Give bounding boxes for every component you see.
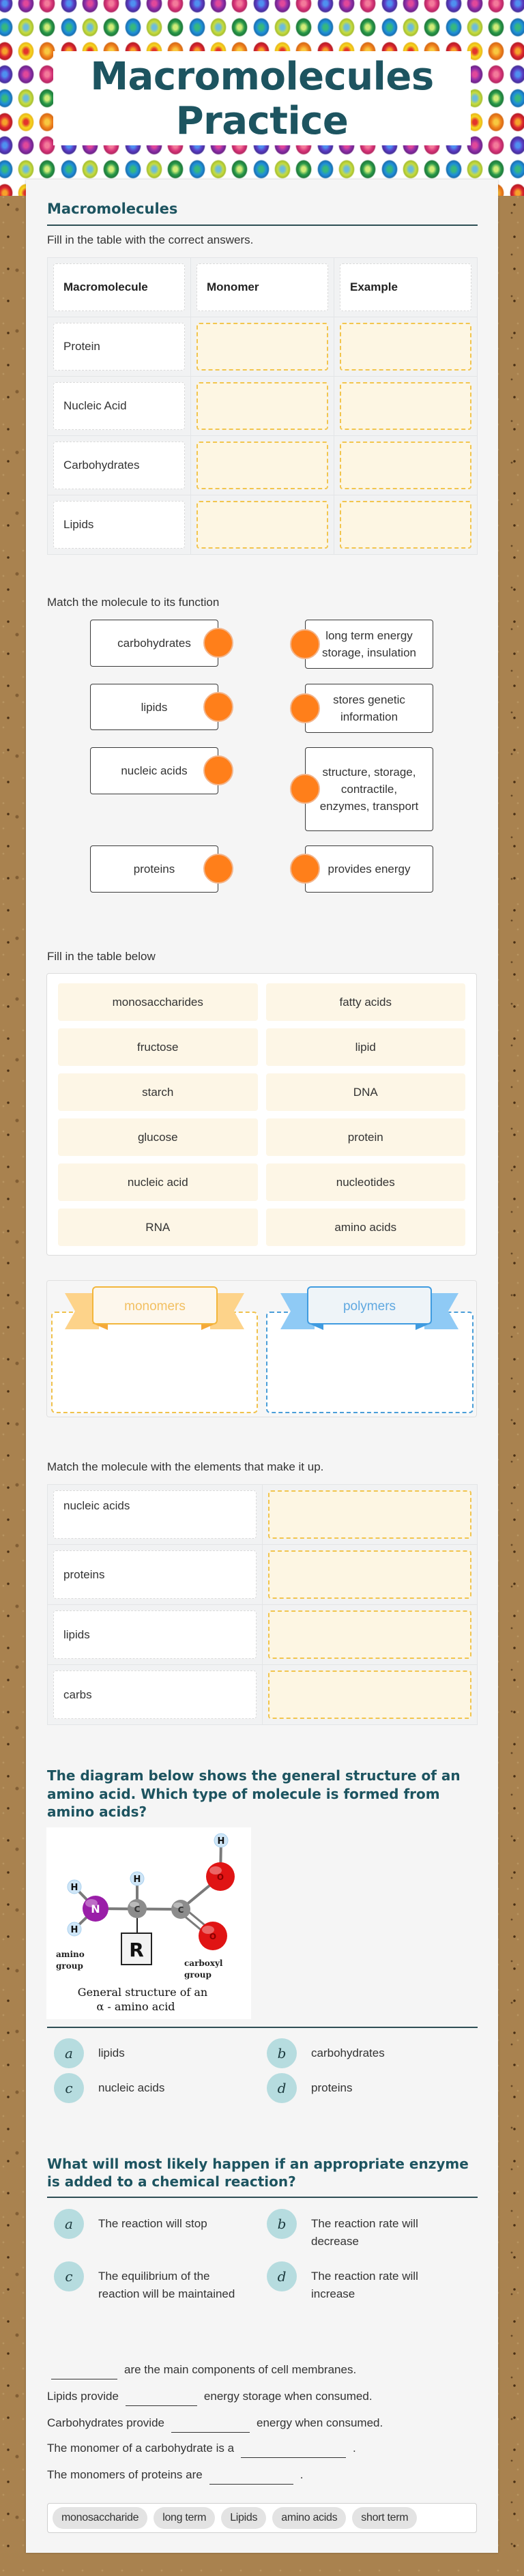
fill-blank-sentence	[47, 2468, 303, 2485]
draggable-item[interactable]: RNA	[58, 1209, 258, 1246]
table-cell	[263, 1605, 477, 1664]
row-label: Nucleic Acid	[53, 382, 185, 430]
svg-text:O: O	[216, 1872, 224, 1882]
monomer-dropzone[interactable]	[196, 501, 328, 549]
example-dropzone[interactable]	[340, 323, 471, 371]
blank-input[interactable]	[171, 2432, 250, 2433]
option-letter-badge: d	[267, 2261, 297, 2291]
fill-blank-sentence	[47, 2441, 356, 2458]
svg-text:H: H	[133, 1875, 141, 1885]
card-label: provides energy	[328, 863, 411, 875]
table-cell	[334, 317, 477, 376]
option-letter-badge: b	[267, 2209, 297, 2239]
column-header-monomer: Monomer	[196, 263, 328, 311]
question-heading: The diagram below shows the general structure of an amino acid. Which type of molecule is formed from amino acids?	[47, 1767, 461, 1820]
hydroxyl-oxygen-atom	[206, 1862, 235, 1891]
table-cell	[334, 495, 477, 554]
option-letter-badge: c	[54, 2261, 84, 2291]
svg-text:O: O	[209, 1932, 217, 1941]
table-cell	[191, 495, 334, 554]
diagram-caption: General structure of an	[77, 1986, 208, 1999]
blank-input[interactable]	[241, 2457, 346, 2458]
hydrogen-atom-amino-lower	[68, 1922, 81, 1936]
question-divider	[47, 2027, 478, 2028]
hydrogen-atom-top	[214, 1834, 228, 1847]
option-c[interactable]	[54, 2073, 259, 2103]
option-letter-badge: a	[54, 2209, 84, 2239]
sentence-before: The monomer of a carbohydrate is a	[47, 2442, 235, 2455]
carbonyl-oxygen-atom	[199, 1922, 227, 1950]
row-label: Lipids	[53, 501, 185, 549]
option-b[interactable]	[267, 2038, 471, 2068]
word-chip[interactable]: monosaccharide	[53, 2507, 147, 2529]
option-text: The equilibrium of the reaction will be maintained	[98, 2270, 235, 2300]
heading-divider	[47, 225, 478, 226]
svg-text:R: R	[129, 1939, 144, 1961]
draggable-item[interactable]: protein	[266, 1118, 466, 1156]
word-chip[interactable]: Lipids	[221, 2507, 266, 2529]
svg-text:C: C	[134, 1905, 141, 1914]
table-cell	[334, 377, 477, 435]
match-handle-dot[interactable]	[290, 629, 320, 659]
elements-dropzone[interactable]	[268, 1610, 471, 1659]
option-letter-badge: b	[267, 2038, 297, 2068]
option-letter-badge: a	[54, 2038, 84, 2068]
carboxyl-carbon-atom	[171, 1900, 190, 1919]
header-cell	[48, 258, 190, 317]
table-cell	[263, 1485, 477, 1544]
word-bank	[47, 2503, 477, 2533]
card-label: lipids	[141, 700, 168, 714]
option-text: nucleic acids	[98, 2081, 165, 2094]
draggable-item[interactable]: nucleic acid	[58, 1163, 258, 1201]
match-handle-dot[interactable]	[203, 628, 233, 658]
svg-text:N: N	[91, 1902, 100, 1915]
question-divider	[47, 2197, 478, 2198]
nitrogen-atom	[83, 1896, 108, 1922]
r-group-box	[121, 1933, 151, 1965]
category-label: polymers	[343, 1299, 396, 1314]
sort-instruction: Fill in the table below	[47, 950, 156, 963]
hydrogen-atom-amino-upper	[68, 1880, 81, 1894]
svg-text:H: H	[70, 1925, 78, 1935]
fill-blank-sentence	[47, 2362, 356, 2379]
sentence-after: .	[300, 2468, 304, 2481]
match-handle-dot[interactable]	[203, 854, 233, 884]
table-cell	[48, 1485, 262, 1544]
row-label: carbs	[53, 1670, 257, 1719]
svg-text:H: H	[217, 1836, 225, 1847]
sentence-before: Carbohydrates provide	[47, 2416, 164, 2429]
option-text: The reaction rate will decrease	[311, 2217, 418, 2248]
blank-input[interactable]	[209, 2484, 293, 2485]
sentence-after: are the main components of cell membranes.	[124, 2363, 357, 2376]
diagram-caption: α - amino acid	[96, 2000, 175, 2013]
option-text: carbohydrates	[311, 2046, 385, 2059]
elements-dropzone[interactable]	[268, 1490, 471, 1539]
sentence-after: energy storage when consumed.	[203, 2390, 373, 2403]
table-cell	[263, 1665, 477, 1724]
fill-blank-sentence	[47, 2416, 383, 2433]
card-label: carbohydrates	[117, 637, 191, 650]
row-label: nucleic acids	[53, 1490, 257, 1539]
carboxyl-group-label: carboxyl	[184, 1958, 223, 1968]
table-cell	[48, 1545, 262, 1604]
match-right-card	[305, 684, 433, 733]
monomer-dropzone[interactable]	[196, 442, 328, 489]
row-label: Carbohydrates	[53, 442, 185, 489]
match-left-card	[90, 620, 218, 667]
match-right-card	[305, 845, 433, 893]
match-handle-dot[interactable]	[290, 693, 320, 723]
option-letter-badge: c	[54, 2073, 84, 2103]
match-handle-dot[interactable]	[203, 755, 233, 785]
table-cell	[191, 377, 334, 435]
sentence-before: The monomers of proteins are	[47, 2468, 203, 2481]
table-cell	[48, 1605, 262, 1664]
table-cell	[48, 377, 190, 435]
title-line-1: Macromolecules	[90, 55, 434, 99]
match-function-instruction: Match the molecule to its function	[47, 596, 220, 609]
match-left-card	[90, 684, 218, 730]
example-dropzone[interactable]	[340, 382, 471, 430]
draggable-item[interactable]: lipid	[266, 1028, 466, 1066]
card-label: structure, storage, contractile, enzymes, transport	[319, 766, 419, 813]
amino-acid-diagram	[46, 1827, 251, 2019]
elements-dropzone[interactable]	[268, 1550, 471, 1599]
alpha-carbon-atom	[128, 1899, 147, 1918]
sentence-after: energy when consumed.	[256, 2416, 383, 2429]
word-chip[interactable]: long term	[154, 2507, 215, 2529]
word-chip[interactable]: short term	[352, 2507, 417, 2529]
table-cell	[48, 1665, 262, 1724]
column-header-macromolecule: Macromolecule	[53, 263, 185, 311]
row-label: proteins	[53, 1550, 257, 1599]
amino-group-label: amino	[56, 1950, 85, 1959]
match-left-card	[90, 747, 218, 794]
title-line-2: Practice	[175, 99, 349, 143]
category-label: monomers	[124, 1299, 186, 1314]
card-label: long term energy storage, insulation	[322, 629, 416, 659]
row-label: lipids	[53, 1610, 257, 1659]
option-text: proteins	[311, 2081, 353, 2094]
option-c[interactable]	[54, 2261, 259, 2302]
option-d[interactable]	[267, 2261, 471, 2302]
option-a[interactable]	[54, 2038, 259, 2068]
table-cell	[48, 495, 190, 554]
draggable-item[interactable]: nucleotides	[266, 1163, 466, 1201]
match-handle-dot[interactable]	[290, 854, 320, 884]
table-cell	[191, 436, 334, 495]
option-letter-badge: d	[267, 2073, 297, 2103]
monomers-ribbon-label	[65, 1286, 244, 1331]
macromolecule-table	[47, 257, 478, 555]
question-heading: What will most likely happen if an appropriate enzyme is added to a chemical reaction?	[47, 2156, 469, 2190]
svg-text:C: C	[177, 1905, 184, 1915]
example-dropzone[interactable]	[340, 442, 471, 489]
card-label: proteins	[133, 863, 175, 875]
table-instruction: Fill in the table with the correct answers.	[47, 233, 254, 246]
hydrogen-atom-alpha	[130, 1872, 144, 1885]
match-right-card	[305, 620, 433, 669]
match-elements-instruction: Match the molecule with the elements that make it up.	[47, 1460, 324, 1473]
match-handle-dot[interactable]	[290, 774, 320, 804]
draggable-item[interactable]: fructose	[58, 1028, 258, 1066]
option-a[interactable]	[54, 2209, 259, 2250]
draggable-item[interactable]: fatty acids	[266, 983, 466, 1021]
section-heading: Macromolecules	[47, 201, 178, 217]
sentence-after: .	[353, 2442, 356, 2455]
column-header-example: Example	[340, 263, 471, 311]
draggable-item[interactable]: starch	[58, 1073, 258, 1111]
table-cell	[48, 317, 190, 376]
card-label: nucleic acids	[121, 764, 188, 777]
draggable-item[interactable]: amino acids	[266, 1209, 466, 1246]
example-dropzone[interactable]	[340, 501, 471, 549]
option-b[interactable]	[267, 2209, 471, 2250]
table-cell	[191, 317, 334, 376]
option-text: The reaction rate will increase	[311, 2270, 418, 2300]
svg-text:H: H	[70, 1883, 78, 1893]
table-cell	[334, 436, 477, 495]
blank-input[interactable]	[126, 2405, 197, 2406]
amino-group-label: group	[56, 1961, 83, 1971]
sentence-before: Lipids provide	[47, 2390, 119, 2403]
monomer-dropzone[interactable]	[196, 323, 328, 371]
monomer-dropzone[interactable]	[196, 382, 328, 430]
option-d[interactable]	[267, 2073, 471, 2103]
match-left-card	[90, 845, 218, 893]
table-cell	[48, 436, 190, 495]
table-cell	[263, 1545, 477, 1604]
match-right-card	[305, 747, 433, 831]
draggable-item[interactable]: DNA	[266, 1073, 466, 1111]
word-chip[interactable]: amino acids	[272, 2507, 346, 2529]
match-handle-dot[interactable]	[203, 692, 233, 722]
header-cell	[334, 258, 477, 317]
draggable-item[interactable]: glucose	[58, 1118, 258, 1156]
draggable-item[interactable]: monosaccharides	[58, 983, 258, 1021]
row-label: Protein	[53, 323, 185, 371]
option-text: The reaction will stop	[98, 2217, 207, 2230]
header-cell	[191, 258, 334, 317]
card-label: stores genetic information	[333, 693, 405, 723]
elements-dropzone[interactable]	[268, 1670, 471, 1719]
polymers-ribbon-label	[280, 1286, 458, 1331]
carboxyl-group-label: group	[184, 1970, 212, 1980]
fill-blank-sentence	[47, 2389, 373, 2406]
match-elements-table	[47, 1484, 478, 1725]
sort-items-container	[46, 973, 477, 1256]
option-text: lipids	[98, 2046, 125, 2059]
